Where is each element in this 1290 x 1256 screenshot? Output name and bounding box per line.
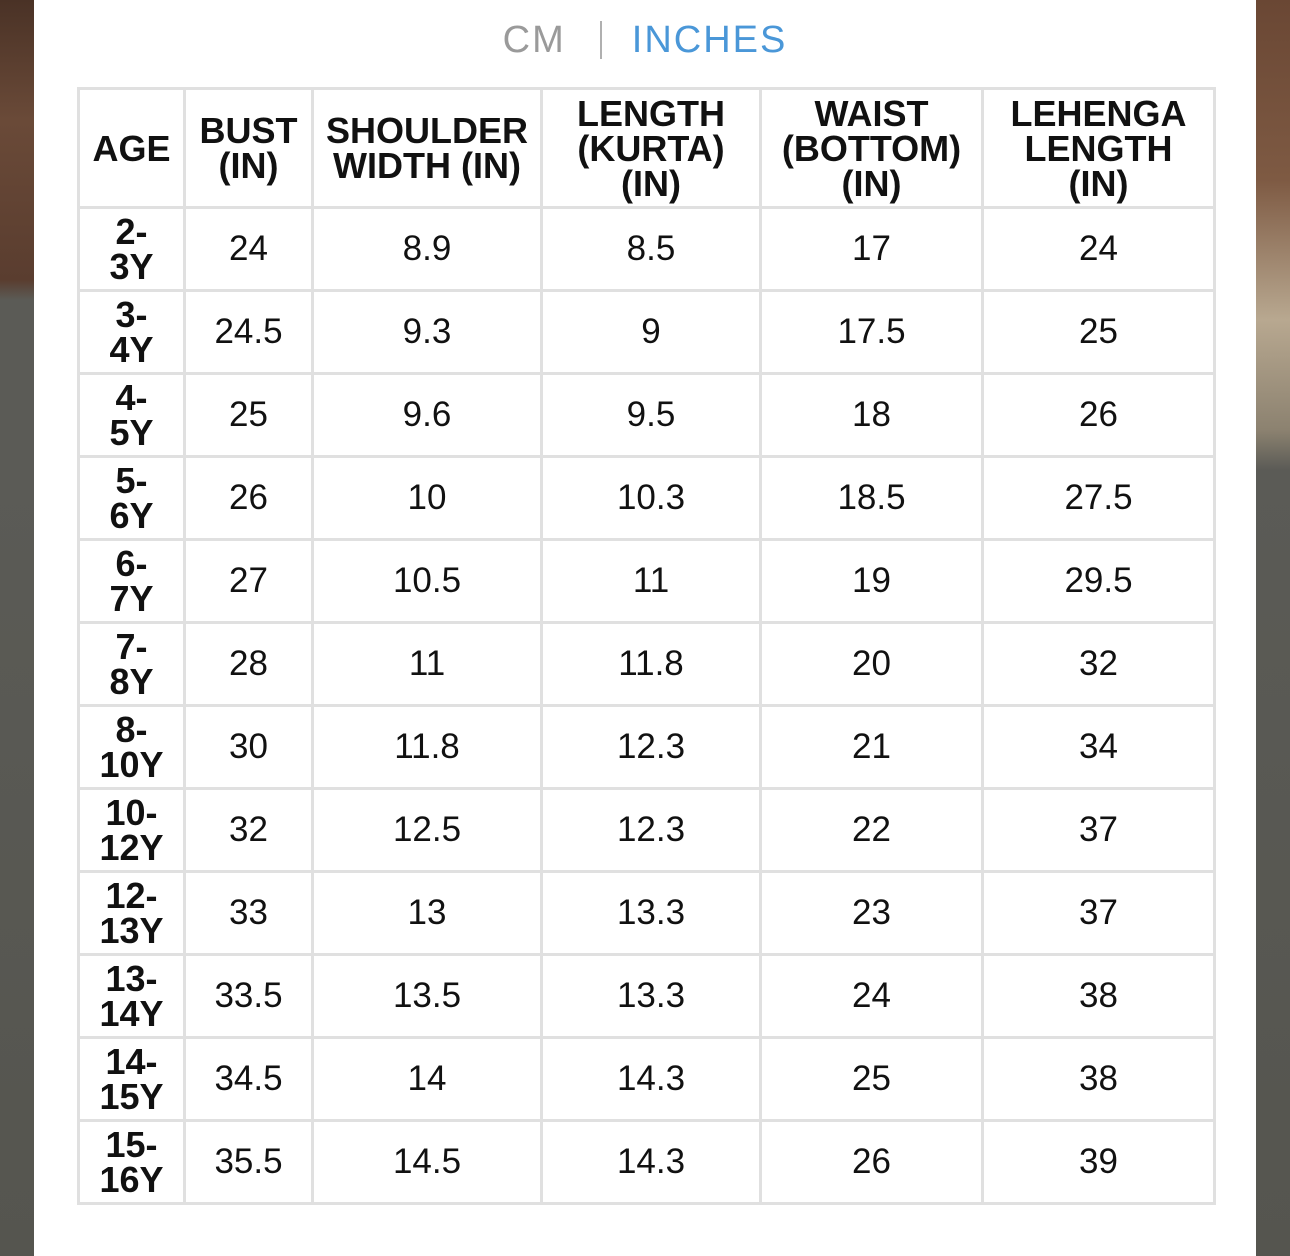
- age-cell: [79, 955, 185, 1038]
- bust-cell: 34.5: [185, 1038, 313, 1121]
- table-row: [79, 374, 1215, 457]
- header-line: BUST: [199, 110, 298, 151]
- age-line: 10Y: [99, 744, 164, 785]
- lehenga-length-cell: 25: [983, 291, 1215, 374]
- age-line: 12Y: [99, 827, 164, 868]
- kurta-length-cell: 13.3: [542, 872, 761, 955]
- age-line: 3Y: [109, 246, 154, 287]
- kurta-length-cell: 9: [542, 291, 761, 374]
- header-line: (IN): [218, 145, 279, 186]
- age-line: 13Y: [99, 910, 164, 951]
- age-line: 10-: [105, 792, 158, 833]
- bust-cell: 27: [185, 540, 313, 623]
- age-cell: [79, 1038, 185, 1121]
- waist-cell: 22: [761, 789, 983, 872]
- table-row: [79, 540, 1215, 623]
- age-line: 3-: [115, 294, 148, 335]
- age-line: 15-: [105, 1124, 158, 1165]
- waist-cell: 18: [761, 374, 983, 457]
- shoulder-width-cell: 14: [313, 1038, 542, 1121]
- table-row: [79, 955, 1215, 1038]
- age-cell: [79, 706, 185, 789]
- header-line: LENGTH: [1024, 127, 1173, 169]
- age-cell: [79, 208, 185, 291]
- lehenga-length-cell: 37: [983, 789, 1215, 872]
- waist-cell: 17: [761, 208, 983, 291]
- header-line: LEHENGA: [1010, 92, 1187, 134]
- waist-cell: 25: [761, 1038, 983, 1121]
- age-cell: [79, 1121, 185, 1204]
- age-line: 6Y: [109, 495, 154, 536]
- shoulder-width-cell: 9.6: [313, 374, 542, 457]
- age-cell: [79, 789, 185, 872]
- table-row: [79, 789, 1215, 872]
- unit-toggle: [34, 14, 1256, 66]
- shoulder-width-cell: 11.8: [313, 706, 542, 789]
- shoulder-width-cell: 8.9: [313, 208, 542, 291]
- header-line: WAIST: [814, 92, 929, 134]
- table-row: [79, 457, 1215, 540]
- age-cell: [79, 872, 185, 955]
- age-line: 12-: [105, 875, 158, 916]
- background-photo-left: [0, 0, 34, 1256]
- header-length-kurta: [542, 89, 761, 208]
- waist-cell: 21: [761, 706, 983, 789]
- age-cell: [79, 540, 185, 623]
- kurta-length-cell: 14.3: [542, 1038, 761, 1121]
- age-line: 15Y: [99, 1076, 164, 1117]
- header-line: AGE: [92, 127, 171, 169]
- waist-cell: 24: [761, 955, 983, 1038]
- lehenga-length-cell: 26: [983, 374, 1215, 457]
- size-chart-sheet: [34, 0, 1256, 1256]
- age-cell: [79, 291, 185, 374]
- kurta-length-cell: 9.5: [542, 374, 761, 457]
- kurta-length-cell: 12.3: [542, 706, 761, 789]
- shoulder-width-cell: 10.5: [313, 540, 542, 623]
- lehenga-length-cell: 27.5: [983, 457, 1215, 540]
- kurta-length-cell: 8.5: [542, 208, 761, 291]
- header-age: [79, 89, 185, 208]
- table-header-row: [79, 89, 1215, 208]
- waist-cell: 26: [761, 1121, 983, 1204]
- age-line: 5-: [115, 460, 148, 501]
- shoulder-width-cell: 13.5: [313, 955, 542, 1038]
- age-line: 6-: [115, 543, 148, 584]
- waist-cell: 17.5: [761, 291, 983, 374]
- header-shoulder-width: [313, 89, 542, 208]
- lehenga-length-cell: 39: [983, 1121, 1215, 1204]
- table-row: [79, 706, 1215, 789]
- bust-cell: 26: [185, 457, 313, 540]
- kurta-length-cell: 11: [542, 540, 761, 623]
- header-line: SHOULDER: [325, 110, 528, 151]
- age-line: 7Y: [109, 578, 154, 619]
- table-row: [79, 208, 1215, 291]
- bust-cell: 35.5: [185, 1121, 313, 1204]
- bust-cell: 33: [185, 872, 313, 955]
- age-line: 5Y: [109, 412, 154, 453]
- waist-cell: 18.5: [761, 457, 983, 540]
- bust-cell: 32: [185, 789, 313, 872]
- header-line: (IN): [621, 162, 681, 204]
- header-line: LENGTH: [577, 92, 725, 134]
- shoulder-width-cell: 13: [313, 872, 542, 955]
- age-cell: [79, 457, 185, 540]
- unit-option-inches[interactable]: INCHES: [631, 18, 788, 61]
- age-line: 8Y: [109, 661, 154, 702]
- age-cell: [79, 623, 185, 706]
- kurta-length-cell: 11.8: [542, 623, 761, 706]
- kurta-length-cell: 12.3: [542, 789, 761, 872]
- header-bust: [185, 89, 313, 208]
- waist-cell: 23: [761, 872, 983, 955]
- lehenga-length-cell: 38: [983, 955, 1215, 1038]
- age-line: 14Y: [99, 993, 164, 1034]
- age-line: 7-: [115, 626, 148, 667]
- shoulder-width-cell: 11: [313, 623, 542, 706]
- age-line: 8-: [115, 709, 148, 750]
- age-line: 16Y: [99, 1159, 164, 1200]
- background-photo-right: [1256, 0, 1290, 1256]
- shoulder-width-cell: 9.3: [313, 291, 542, 374]
- shoulder-width-cell: 12.5: [313, 789, 542, 872]
- table-row: [79, 291, 1215, 374]
- header-line: (IN): [841, 162, 902, 204]
- age-line: 2-: [115, 211, 148, 252]
- size-chart-table: [77, 87, 1216, 1205]
- bust-cell: 30: [185, 706, 313, 789]
- bust-cell: 28: [185, 623, 313, 706]
- kurta-length-cell: 13.3: [542, 955, 761, 1038]
- age-line: 13-: [105, 958, 158, 999]
- unit-option-cm[interactable]: CM: [502, 18, 566, 61]
- age-cell: [79, 374, 185, 457]
- table-row: [79, 623, 1215, 706]
- age-line: 4Y: [109, 329, 154, 370]
- waist-cell: 19: [761, 540, 983, 623]
- bust-cell: 24: [185, 208, 313, 291]
- shoulder-width-cell: 14.5: [313, 1121, 542, 1204]
- kurta-length-cell: 14.3: [542, 1121, 761, 1204]
- bust-cell: 25: [185, 374, 313, 457]
- header-waist-bottom: [761, 89, 983, 208]
- shoulder-width-cell: 10: [313, 457, 542, 540]
- table-row: [79, 1121, 1215, 1204]
- table-row: [79, 1038, 1215, 1121]
- lehenga-length-cell: 32: [983, 623, 1215, 706]
- header-line: (KURTA): [577, 127, 725, 169]
- table-row: [79, 872, 1215, 955]
- lehenga-length-cell: 37: [983, 872, 1215, 955]
- header-lehenga-length: [983, 89, 1215, 208]
- header-line: (IN): [1068, 162, 1129, 204]
- bust-cell: 33.5: [185, 955, 313, 1038]
- lehenga-length-cell: 24: [983, 208, 1215, 291]
- lehenga-length-cell: 34: [983, 706, 1215, 789]
- kurta-length-cell: 10.3: [542, 457, 761, 540]
- lehenga-length-cell: 29.5: [983, 540, 1215, 623]
- header-line: WIDTH (IN): [333, 145, 521, 186]
- unit-separator: [600, 21, 602, 59]
- header-line: (BOTTOM): [781, 127, 962, 169]
- bust-cell: 24.5: [185, 291, 313, 374]
- waist-cell: 20: [761, 623, 983, 706]
- lehenga-length-cell: 38: [983, 1038, 1215, 1121]
- age-line: 14-: [105, 1041, 158, 1082]
- age-line: 4-: [115, 377, 148, 418]
